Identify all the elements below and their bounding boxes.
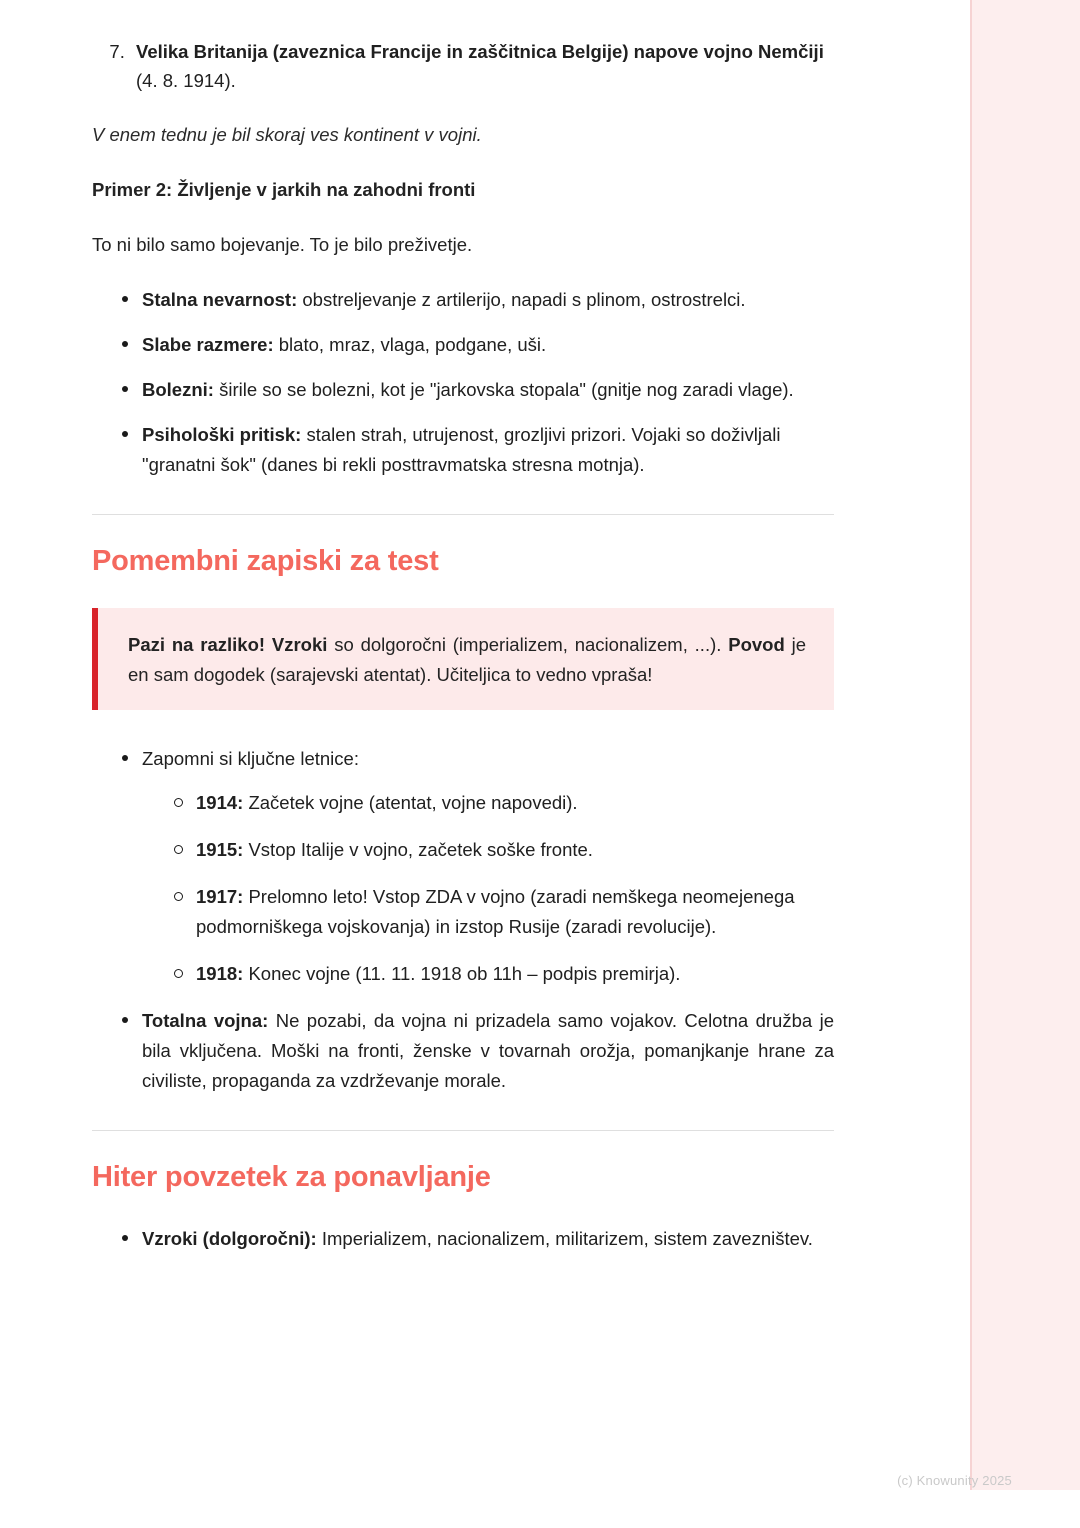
date-text: Konec vojne (11. 11. 1918 ob 11h – podpis premirja).: [243, 962, 681, 984]
bullet-text: obstreljevanje z artilerijo, napadi s plinom, ostrostrelci.: [297, 289, 746, 311]
numbered-list: [92, 38, 834, 95]
key-dates-sublist: [142, 788, 834, 989]
summary-bullet-list: [92, 1224, 834, 1254]
section-title-summary: Hiter povzetek za ponavljanje: [92, 1160, 491, 1193]
italic-note: V enem tednu je bil skoraj ves kontinent v vojni.: [92, 124, 482, 146]
section-divider: [92, 514, 834, 515]
callout-rest: je en sam dogodek (sarajevski atentat). Učiteljica to vedno vpraša!: [128, 634, 806, 686]
bullet-label: Psihološki pritisk:: [142, 424, 302, 446]
bullet-label: Stalna nevarnost:: [142, 289, 298, 311]
total-war-text: Ne pozabi, da vojna ni prizadela samo vojakov. Celotna družba je bila vključena. Moški na fronti, ženske v tovarnah orožja, pomanjkanje hrane za civiliste, propaganda za vzdrževanje morale.: [142, 1009, 834, 1091]
bullet-text: širile so se bolezni, kot je "jarkovska stopala" (gnitje nog zaradi vlage).: [213, 379, 794, 401]
list-item-rest: (4. 8. 1914).: [136, 69, 236, 91]
key-points-list: [92, 744, 834, 1096]
callout-mid: so dolgoročni (imperializem, nacionalizem, ...).: [327, 634, 729, 656]
example-intro: To ni bilo samo bojevanje. To je bilo preživetje.: [92, 233, 473, 255]
key-dates-intro: Zapomni si ključne letnice:: [142, 748, 359, 770]
date-label: 1915:: [196, 839, 244, 861]
document-content: [92, 38, 834, 1276]
bullet-label: Slabe razmere:: [142, 334, 274, 356]
callout-box: [92, 608, 834, 710]
bullet-text: blato, mraz, vlaga, podgane, uši.: [273, 334, 547, 356]
section-title-notes: Pomembni zapiski za test: [92, 545, 439, 578]
list-item: [120, 420, 834, 480]
callout-bold-2: Povod: [728, 634, 785, 656]
trench-bullet-list: [92, 285, 834, 480]
total-war-label: Totalna vojna:: [142, 1009, 269, 1031]
list-item: [172, 835, 834, 865]
date-label: 1914:: [196, 792, 244, 814]
bullet-text: Imperializem, nacionalizem, militarizem, sistem zavezništev.: [316, 1227, 813, 1249]
bullet-text: stalen strah, utrujenost, grozljivi prizori. Vojaki so doživljali "granatni šok" (danes bi rekli posttravmatska stresna motnja).: [142, 424, 781, 476]
watermark: (c) Knowunity 2025: [897, 1473, 1012, 1488]
list-item: [130, 38, 834, 95]
list-item: [172, 882, 834, 942]
list-item: [120, 744, 834, 989]
date-label: 1917:: [196, 886, 244, 908]
callout-text: [128, 630, 806, 690]
page-side-strip: [970, 0, 1080, 1490]
list-item: [120, 285, 834, 315]
date-text: Začetek vojne (atentat, vojne napovedi).: [243, 792, 578, 814]
callout-bold-1: Pazi na razliko! Vzroki: [128, 634, 328, 656]
bullet-label: Bolezni:: [142, 379, 214, 401]
list-item: [172, 959, 834, 989]
list-item: [120, 1224, 834, 1254]
date-label: 1918:: [196, 962, 244, 984]
list-item: [120, 375, 834, 405]
date-text: Prelomno leto! Vstop ZDA v vojno (zaradi nemškega neomejenega podmorniškega vojskovanja) in izstop Rusije (zaradi revolucije).: [196, 886, 795, 938]
bullet-label: Vzroki (dolgoročni):: [142, 1227, 317, 1249]
example-heading: Primer 2: Življenje v jarkih na zahodni fronti: [92, 179, 476, 201]
list-item-bold: Velika Britanija (zaveznica Francije in zaščitnica Belgije) napove vojno Nemčiji: [136, 41, 824, 62]
date-text: Vstop Italije v vojno, začetek soške fronte.: [243, 839, 593, 861]
list-item: [120, 330, 834, 360]
list-item: [172, 788, 834, 818]
list-item: [120, 1006, 834, 1096]
section-divider: [92, 1130, 834, 1131]
